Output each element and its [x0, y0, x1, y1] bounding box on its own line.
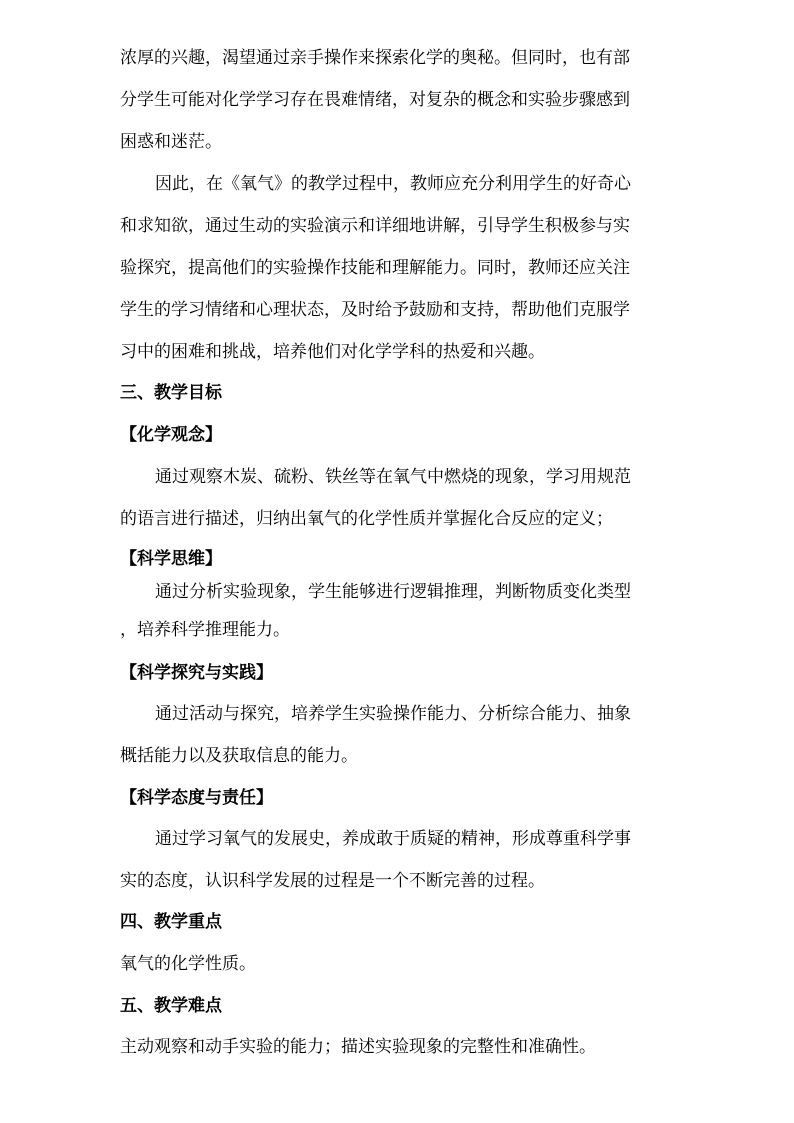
paragraph-line: 分学生可能对化学学习存在畏难情绪，对复杂的概念和实验步骤感到 — [120, 90, 630, 110]
section-heading-teaching-difficulty: 五、教学难点 — [120, 996, 222, 1016]
paragraph-line: 通过观察木炭、硫粉、铁丝等在氧气中燃烧的现象，学习用规范 — [155, 467, 631, 487]
subsection-title-scientific-thinking: 【科学思维】 — [120, 549, 222, 569]
subsection-title-inquiry-practice: 【科学探究与实践】 — [120, 663, 273, 683]
paragraph-line: 和求知欲，通过生动的实验演示和详细地讲解，引导学生积极参与实 — [120, 216, 630, 236]
paragraph-line: 浓厚的兴趣，渴望通过亲手操作来探索化学的奥秘。但同时，也有部 — [120, 48, 630, 68]
subsection-title-attitude-responsibility: 【科学态度与责任】 — [120, 788, 273, 808]
paragraph-line: 实的态度，认识科学发展的过程是一个不断完善的过程。 — [120, 871, 545, 891]
paragraph-line: 概括能力以及获取信息的能力。 — [120, 746, 358, 766]
paragraph-line: 验探究，提高他们的实验操作技能和理解能力。同时，教师还应关注 — [120, 258, 630, 278]
section-heading-teaching-objectives: 三、教学目标 — [120, 383, 222, 403]
paragraph-line: 主动观察和动手实验的能力；描述实验现象的完整性和准确性。 — [120, 1037, 596, 1057]
paragraph-line: 通过分析实验现象，学生能够进行逻辑推理，判断物质变化类型 — [155, 582, 631, 602]
paragraph-line: 学生的学习情绪和心理状态，及时给予鼓励和支持，帮助他们克服学 — [120, 300, 630, 320]
subsection-title-chemistry-concept: 【化学观念】 — [120, 425, 222, 445]
paragraph-line: 习中的困难和挑战，培养他们对化学学科的热爱和兴趣。 — [120, 342, 545, 362]
paragraph-line: 通过学习氧气的发展史，养成敢于质疑的精神，形成尊重科学事 — [155, 829, 631, 849]
section-heading-teaching-focus: 四、教学重点 — [120, 912, 222, 932]
paragraph-line: ，培养科学推理能力。 — [120, 620, 290, 640]
paragraph-line: 通过活动与探究，培养学生实验操作能力、分析综合能力、抽象 — [155, 704, 631, 724]
paragraph-line: 氧气的化学性质。 — [120, 954, 256, 974]
paragraph-line: 因此，在《氧气》的教学过程中，教师应充分利用学生的好奇心 — [155, 174, 631, 194]
paragraph-line: 困惑和迷茫。 — [120, 132, 222, 152]
paragraph-line: 的语言进行描述，归纳出氧气的化学性质并掌握化合反应的定义； — [120, 509, 613, 529]
